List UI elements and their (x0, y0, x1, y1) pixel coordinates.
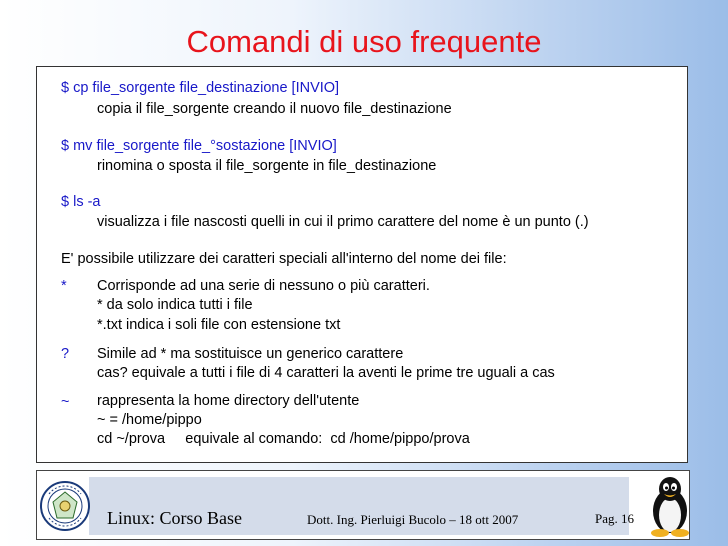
wildcard-star-line: *.txt indica i soli file con estensione txt (97, 317, 341, 333)
footer-course: Linux: Corso Base (107, 508, 242, 528)
wildcards-intro: E' possibile utilizzare dei caratteri speciali all'interno del nome dei file: (61, 251, 507, 267)
content-box (36, 66, 688, 463)
wildcard-star-symbol: * (61, 278, 67, 294)
footer-author: Dott. Ing. Pierluigi Bucolo – 18 ott 2007 (307, 512, 519, 527)
wildcard-star-line: Corrisponde ad una serie di nessuno o più caratteri. (97, 278, 430, 294)
wildcard-question-line: Simile ad * ma sostituisce un generico carattere (97, 346, 404, 362)
wildcard-tilde-symbol: ~ (61, 394, 70, 410)
slide-title: Comandi di uso frequente (186, 24, 542, 59)
command-ls-desc: visualizza i file nascosti quelli in cui il primo carattere del nome è un punto (.) (97, 214, 589, 230)
command-mv: $ mv file_sorgente file_°sostazione [INVIO] (61, 138, 337, 154)
wildcard-question-line: cas? equivale a tutti i file di 4 caratteri la aventi le prime tre uguali a cas (97, 365, 555, 381)
command-cp: $ cp file_sorgente file_destinazione [INVIO] (61, 80, 340, 96)
footer-page-number: Pag. 16 (595, 511, 634, 526)
footer (36, 470, 690, 540)
wildcard-tilde-line: cd ~/prova equivale al comando: cd /home/pippo/prova (97, 431, 470, 447)
command-mv-desc: rinomina o sposta il file_sorgente in file_destinazione (97, 158, 437, 174)
wildcard-star-line: * da solo indica tutti i file (97, 297, 253, 313)
wildcard-tilde-line: rappresenta la home directory dell'utente (97, 393, 360, 409)
command-ls: $ ls -a (61, 194, 101, 210)
engineering-seal-icon (39, 476, 91, 536)
tux-penguin-icon (649, 475, 691, 537)
command-cp-desc: copia il file_sorgente creando il nuovo file_destinazione (97, 101, 452, 117)
wildcard-tilde-line: ~ = /home/pippo (97, 412, 202, 428)
wildcard-question-symbol: ? (61, 346, 70, 362)
